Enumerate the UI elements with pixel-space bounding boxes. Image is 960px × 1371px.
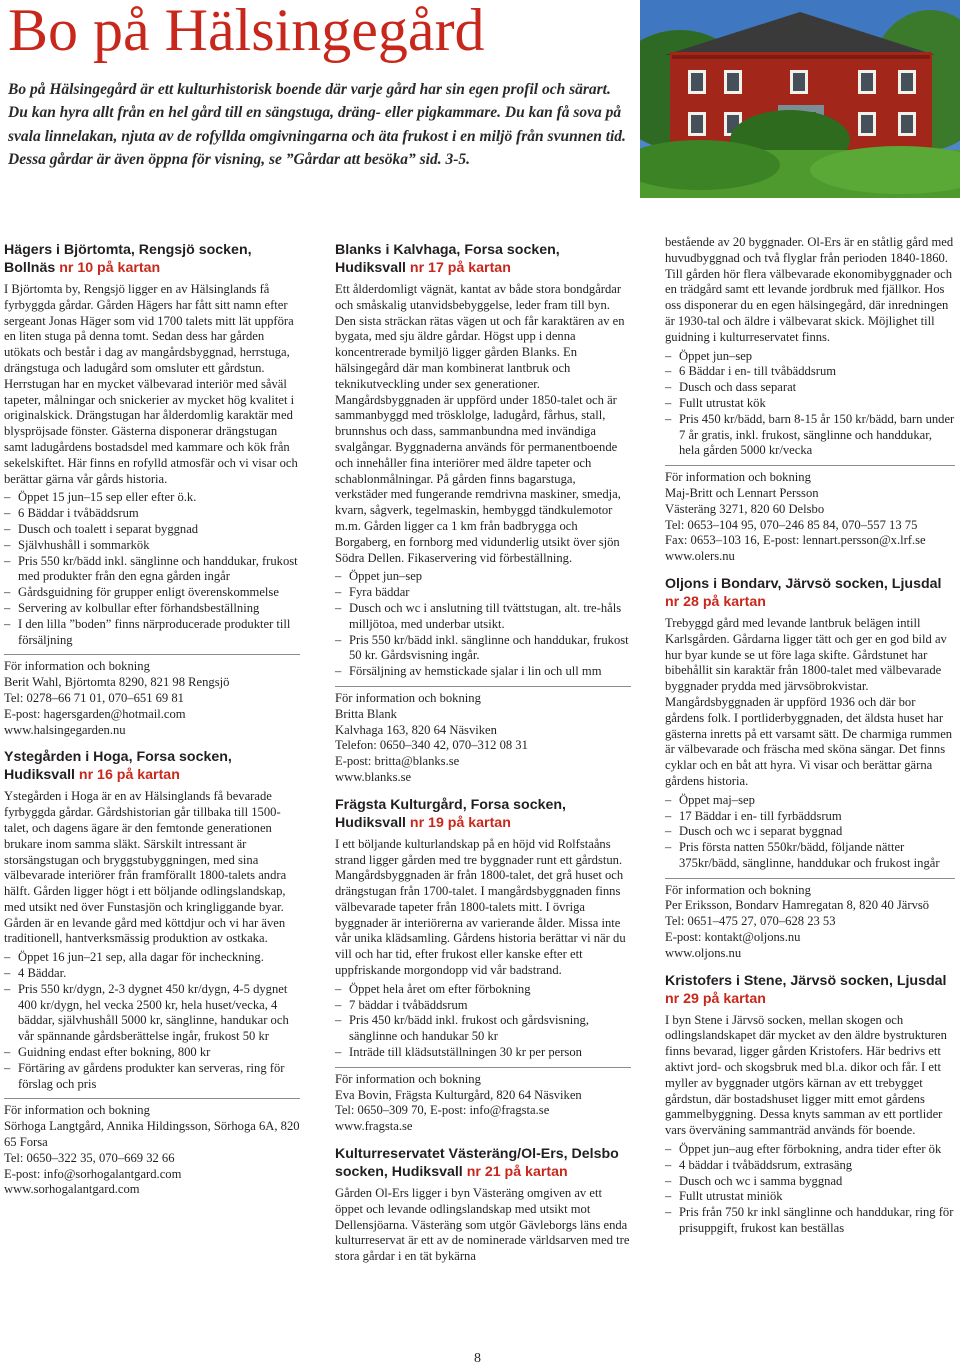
- listing-heading: [4, 748, 300, 784]
- booking-info: [335, 686, 631, 786]
- contact-name: Sörhoga Langtgård, Annika Hildingsson, Sörhoga 6A, 820 65 Forsa: [4, 1119, 300, 1150]
- facts-list: [665, 793, 955, 872]
- contact-phone: Telefon: 0650–340 42, 070–312 08 31: [335, 738, 528, 753]
- list-item: – 7 bäddar i tvåbäddsrum: [335, 998, 631, 1014]
- contact-name: Per Eriksson, Bondarv Hamregatan 8, 820 40 Järvsö: [665, 898, 930, 913]
- list-item: – Öppet maj–sep: [665, 793, 955, 809]
- listing-body: Gården Ol-Ers ligger i byn Västeräng omgiven av ett öppet och levande odlingslandskap med utsikt mot Dellensjöarna. Västeräng som utgör Gävleborgs läns enda kulturreservat är ett av de nominerade världsarven med tre stora gårdar i en tät bykärna: [335, 1186, 630, 1264]
- facts-list: [665, 349, 955, 460]
- listing-body: I Björtomta by, Rengsjö ligger en av Hälsinglands få fyrbyggda gårdar. Gården Hägers har fått sitt namn efter sergeant Jonas Häger som vid 1700 talets mitt lät uppföra en liten stuga på denna tomt. Sedan dess har gården utökats och består i dag av mangårdsbyggnad, herrstuga, drängstuga och ladugård som omsluter ett gårdstun. Herrstugan har en mycket välbevarad interiör med såväl tapeter, målningar och snickerier av mycket hög kvalitet i originalskick. Drängstugan har ålderdomlig karaktär med blyspröjsade fönster. Gästerna disponerar drängstugan samt ladugårdens bostadsdel med kammare och kök från sekelskiftet. Här finns en rofylld atmosfär och vi visar och berättar gärna vår gårds historia.: [4, 282, 298, 486]
- list-item: – Pris första natten 550kr/bädd, följande nätter 375kr/bädd, sänglinne, handdukar och frukost ingår: [665, 840, 955, 872]
- column-1: [4, 235, 300, 1208]
- facts-list: [335, 982, 631, 1061]
- listing-ystegarden: [4, 748, 300, 1198]
- list-item: – Dusch och wc i separat byggnad: [665, 824, 955, 840]
- list-item: – Dusch och wc i samma byggnad: [665, 1174, 955, 1190]
- listing-title: Blanks i Kalvhaga, Forsa socken, Hudiksvall: [335, 242, 560, 276]
- list-item: – Fullt utrustat miniök: [665, 1189, 955, 1205]
- contact-name: Berit Wahl, Björtomta 8290, 821 98 Rengsjö: [4, 675, 230, 690]
- map-number: nr 29 på kartan: [665, 990, 766, 1007]
- listing-heading: [665, 972, 955, 1008]
- list-item: – Inträde till klädsutställningen 30 kr per person: [335, 1045, 631, 1061]
- listing-title: Frägsta Kulturgård, Forsa socken, Hudiksvall: [335, 796, 566, 831]
- list-item: – Pris 450 kr/bädd, barn 8-15 år 150 kr/bädd, barn under 7 år gratis, inkl. frukost, sänglinne och handdukar, hela gården 5000 kr/vecka: [665, 412, 955, 459]
- listing-title: Hägers i Björtomta, Rengsjö socken, Bollnäs: [4, 242, 252, 276]
- listing-body: I byn Stene i Järvsö socken, mellan skogen och odlingslandskapet där mycket av den äldre bystrukturen finns bevarad, ligger gården Kristofers. Här bedrivs ett aktivt jord- och skogsbruk med bl.a. dikor och får. I ett myller av byggnader utgörs kärnan av ett trebygget gårdstun, där bostadshuset ligger mitt emot gårdens gammelbyggning. Dessa knyts samman av ett portlider vars överväning sammanträd används för boende.: [665, 1012, 947, 1138]
- listing-heading: [4, 241, 300, 277]
- farmhouse-photo: [640, 0, 960, 198]
- listing-body: Ett ålderdomligt vägnät, kantat av både stora bondgårdar och småskalig utanvidsbebyggelse, leder fram till byn. Den sista sträckan rätas vägen ut och får karaktären av en bygata, med sju äldre gårdar. Högst upp i denna koncentrerade bymiljö ligger gården Blanks. En hälsingegård där man kombinerat lantbruk och teknikutveckling under sex generationer. Mangårdsbyggnaden är uppförd under 1850-talet och är sammanbyggd med trösklolge, ladugård, fårhus, stall, brunnshus och dass, sammanbundna med invändiga svalgångar. Byggnaderna används för permanentboende och innehåller fina interiörer med äldre tapeter och schablonmålningar. På gården finns bagarstuga, verkstäder med fungerande remdrivna maskiner, smedja, kvarn, sågverk, tegelmaskin, hembyggd tändkulemotor m.m. Gården ligger ca 1 km från badbrygga och Borgaberg, en fornborg med vidunderlig utsikt över sjön Södra Dellen. Fikaservering vid förbeställning.: [335, 282, 625, 565]
- list-item: – Öppet 15 jun–15 sep eller efter ö.k.: [4, 490, 300, 506]
- contact-address: Kalvhaga 163, 820 64 Näsviken: [335, 722, 497, 737]
- facts-list: [4, 950, 300, 1092]
- listing-title: Oljons i Bondarv, Järvsö socken, Ljusdal: [665, 575, 942, 592]
- list-item: – Dusch och wc i anslutning till tvättstugan, alt. tre-håls milljötoa, med underbar utsikt.: [335, 601, 631, 633]
- list-item: – Servering av kolbullar efter förhandsbeställning: [4, 601, 300, 617]
- facts-list: [4, 490, 300, 648]
- map-number: nr 21 på kartan: [466, 1164, 568, 1181]
- booking-heading: För information och bokning: [335, 1071, 481, 1086]
- contact-website[interactable]: www.sorhogalantgard.com: [4, 1182, 140, 1197]
- list-item: – Öppet jun–sep: [665, 349, 955, 365]
- list-item: – Fyra bäddar: [335, 585, 631, 601]
- listing-heading: [335, 796, 631, 832]
- listing-olers-continued: [665, 235, 955, 565]
- contact-phone: Tel: 0650–322 35, 070–669 32 66: [4, 1150, 175, 1165]
- contact-phone: Tel: 0651–475 27, 070–628 23 53: [665, 914, 836, 929]
- listing-heading: [335, 1145, 631, 1181]
- list-item: – Gårdsguidning för grupper enligt överenskommelse: [4, 585, 300, 601]
- contact-email[interactable]: E-post: kontakt@oljons.nu: [665, 930, 801, 945]
- contact-website[interactable]: www.oljons.nu: [665, 945, 742, 960]
- listing-title: Kristofers i Stene, Järvsö socken, Ljusdal: [665, 972, 947, 989]
- map-number: nr 10 på kartan: [59, 260, 161, 276]
- listing-title: Kulturreservatet Västeräng/Ol-Ers, Delsbo socken, Hudiksvall: [335, 1146, 619, 1181]
- list-item: – 6 Bäddar i tvåbäddsrum: [4, 506, 300, 522]
- listing-oljons: [665, 575, 955, 962]
- booking-info: [335, 1067, 631, 1135]
- list-item: – 17 Bäddar i en- till fyrbäddsrum: [665, 809, 955, 825]
- listing-kristofers: [665, 972, 955, 1237]
- contact-email[interactable]: E-post: hagersgarden@hotmail.com: [4, 706, 186, 721]
- listing-blanks: [335, 241, 631, 786]
- list-item: – 4 bäddar i tvåbäddsrum, extrasäng: [665, 1158, 955, 1174]
- listing-body: I ett böljande kulturlandskap på en höjd vid Rolfstaåns strand ligger gården med tre byggnader runt ett gårdstun. Mangårdsbyggnaden är från 1800-talet, det grå huset och drängstugan från 1700-talet. I mangårdsbyggnaden finns välbevarade tapeter från 1800-talets mitt. I övriga byggnader är interiörerna av varierande ålder. Missa inte vår unika klädsamling. Gårdens historia berättar vi när du vill och har tid, efter frukost eller kanske efter ett uppfriskande morgondopp vid vår badstrand.: [335, 836, 626, 978]
- booking-heading: För information och bokning: [4, 659, 150, 674]
- column-2: [335, 235, 631, 1268]
- booking-info: [665, 878, 955, 962]
- contact-phone: Tel: 0653–104 95, 070–246 85 84, 070–557 13 75: [665, 517, 918, 532]
- listing-heading: [665, 575, 955, 611]
- booking-heading: För information och bokning: [665, 882, 811, 897]
- booking-info: [4, 654, 300, 738]
- page-number: 8: [474, 1351, 481, 1366]
- map-number: nr 17 på kartan: [409, 260, 511, 276]
- contact-website[interactable]: www.olers.nu: [665, 549, 735, 564]
- list-item: – Öppet 16 jun–21 sep, alla dagar för incheckning.: [4, 950, 300, 966]
- booking-heading: För information och bokning: [335, 690, 481, 705]
- contact-name: Maj-Britt och Lennart Persson: [665, 485, 819, 500]
- listing-body: bestående av 20 byggnader. Ol-Ers är en ståtlig gård med huvudbyggnad och två flyglar från perioden 1840-1860. Till gården hör flera välbevarade ekonomibyggnader och en trädgård samt ett levande jordbruk med fjällkor. Hos oss disponerar du en egen hälsingegård, där inredningen är 1930-tal och äldre i välbevarat skick. Möjlighet till guidning i kulturreservatet finns.: [665, 235, 954, 344]
- booking-info: [4, 1098, 300, 1198]
- contact-website[interactable]: www.halsingegarden.nu: [4, 722, 126, 737]
- list-item: – Pris 550 kr/bädd inkl. sänglinne och handdukar, frukost 50 kr. Gårdsvisning ingår.: [335, 633, 631, 665]
- listing-olers: [335, 1145, 631, 1265]
- contact-website[interactable]: www.fragsta.se: [335, 1119, 413, 1134]
- page-title: Bo på Hälsingegård: [8, 0, 485, 63]
- contact-email[interactable]: E-post: info@sorhogalantgard.com: [4, 1166, 182, 1181]
- list-item: – Självhushåll i sommarkök: [4, 538, 300, 554]
- list-item: – Förtäring av gårdens produkter kan serveras, ring för förslag och pris: [4, 1061, 300, 1093]
- column-3: [665, 235, 955, 1243]
- contact-name: Britta Blank: [335, 706, 397, 721]
- list-item: – Pris 550 kr/dygn, 2-3 dygnet 450 kr/dygn, 4-5 dygnet 400 kr/dygn, hel vecka 2500 kr, hela huset/vecka, 4 bäddar, självhushåll 5000 kr, sänglinne, handukar och vår spännande gårdsberättelse ingår, frukost 50 kr: [4, 982, 300, 1045]
- contact-fax-email[interactable]: Fax: 0653–103 16, E-post: lennart.persson@x.lrf.se: [665, 533, 926, 548]
- map-number: nr 19 på kartan: [409, 814, 511, 831]
- list-item: – Öppet hela året om efter förbokning: [335, 982, 631, 998]
- booking-heading: För information och bokning: [4, 1103, 150, 1118]
- contact-phone: Tel: 0650–309 70, E-post: info@fragsta.se: [335, 1103, 550, 1118]
- map-number: nr 28 på kartan: [665, 593, 766, 610]
- list-item: – Guidning endast efter bokning, 800 kr: [4, 1045, 300, 1061]
- contact-address: Västeräng 3271, 820 60 Delsbo: [665, 501, 825, 516]
- facts-list: [335, 569, 631, 680]
- list-item: – Pris 450 kr/bädd inkl. frukost och gårdsvisning, sänglinne och handukar 50 kr: [335, 1013, 631, 1045]
- list-item: – Pris från 750 kr inkl sänglinne och handdukar, ring för prisuppgift, frukost kan beställas: [665, 1205, 955, 1237]
- list-item: – Dusch och toalett i separat byggnad: [4, 522, 300, 538]
- contact-email[interactable]: E-post: britta@blanks.se: [335, 754, 460, 769]
- contact-name: Eva Bovin, Frägsta Kulturgård, 820 64 Näsviken: [335, 1087, 582, 1102]
- map-number: nr 16 på kartan: [78, 767, 180, 784]
- list-item: – Öppet jun–aug efter förbokning, andra tider efter ök: [665, 1142, 955, 1158]
- list-item: – Öppet jun–sep: [335, 569, 631, 585]
- list-item: – Pris 550 kr/bädd inkl. sänglinne och handdukar, frukost med produkter från den egna gården ingår: [4, 554, 300, 586]
- list-item: – Dusch och dass separat: [665, 380, 955, 396]
- listing-body: Ystegården i Hoga är en av Hälsinglands få bevarade fyrbyggda gårdar. Gårdshistorian går tillbaka till 1500-talet, och dagens ägare är den femtonde generationen brukare inom samma släkt. Särskilt intressant är storsängstugan och bryggstubyggningen, med sina välbevarade interiörer från framförallt 1800-talets andra hälft. Gården ligger högt i ett böljande odlingslandskap, med utsikt ned över Funstasjön och kringliggande byar. Gården är en levande gård med köttdjur och vi har även traditionell, hantverksmässig produktion av ostkaka.: [4, 789, 287, 946]
- contact-phone: Tel: 0278–66 71 01, 070–651 69 81: [4, 690, 184, 705]
- listing-fragsta: [335, 796, 631, 1135]
- listing-title: Ystegården i Hoga, Forsa socken, Hudiksvall: [4, 749, 232, 784]
- list-item: – Försäljning av hemstickade sjalar i lin och ull mm: [335, 664, 631, 680]
- listing-hagers: [4, 241, 300, 738]
- contact-website[interactable]: www.blanks.se: [335, 769, 412, 784]
- listing-heading: [335, 241, 631, 277]
- intro-text: Bo på Hälsingegård är ett kulturhistorisk boende där varje gård har sin egen profil och särart. Du kan hyra allt från en hel gård till en sängstuga, dräng- eller pigkammare. Du kan få sova på svala linnelakan, njuta av de rofyllda omgivningarna och äta frukost i en miljö från svunnen tid. Dessa gårdar är även öppna för visning, se ”Gårdar att besöka” sid. 3-5.: [8, 81, 626, 168]
- list-item: – I den lilla ”boden” finns närproducerade produkter till försäljning: [4, 617, 300, 649]
- booking-heading: För information och bokning: [665, 470, 811, 485]
- list-item: – 6 Bäddar i en- till tvåbäddsrum: [665, 364, 955, 380]
- listing-body: Trebyggd gård med levande lantbruk belägen intill Karlsgården. Gårdarna ligger tätt och ger en god bild av hur byar kunde se ut före laga skifte. Gårdstunet har bibehållit sin karaktär från 1800-talet med välbevarade byggnader prydda med järvsöbrokvistar. Mangårdsbyggnaden är uppförd 1936 och där bor gårdens folk. I portliderbyggnaden, det äldsta huset har gästerna inretts på ett varsamt sätt. De charmiga rummen är välbevarade och fräscha med sköna sängar. Det finns cyklar och en båt att hyra. Vi visar och berättar gärna gårdens historia.: [665, 615, 953, 788]
- list-item: – Fullt utrustat kök: [665, 396, 955, 412]
- list-item: – 4 Bäddar.: [4, 966, 300, 982]
- facts-list: [665, 1142, 955, 1237]
- booking-info: [665, 465, 955, 565]
